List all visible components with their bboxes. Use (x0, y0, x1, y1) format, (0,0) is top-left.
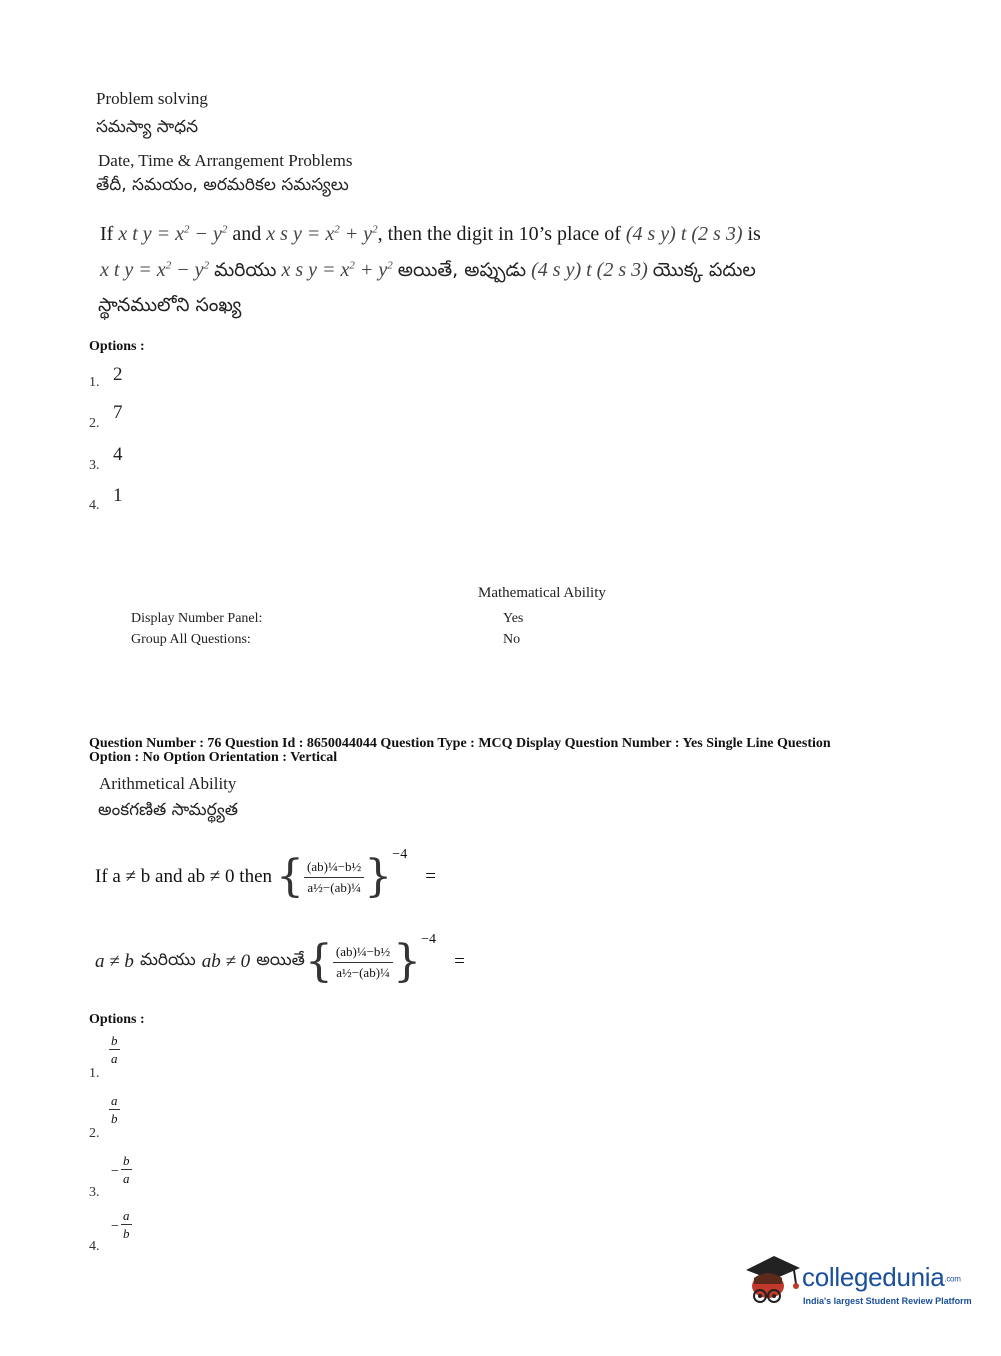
q76-question-te: a ≠ b మరియు ab ≠ 0 అయితే { $\frac{\text{(ab)¼−b½}}{\text{a½−(ab)¼}}$ } −4 = (95, 932, 465, 987)
q75-subject-te: సమస్యా సాధన (96, 117, 199, 137)
q76-subject-te: అంకగణిత సామర్థ్యత (98, 800, 238, 820)
group-all-questions-value: No (503, 632, 521, 647)
q75-topic-en: Date, Time & Arrangement Problems (98, 151, 353, 170)
logo-tagline: India's largest Student Review Platform (803, 1296, 972, 1306)
mascot-icon (742, 1248, 802, 1318)
q76-option-2[interactable]: 2. $\frac{a}{b}$ (89, 1093, 118, 1141)
q75-subject-en: Problem solving (96, 89, 208, 108)
q76-question-en: If a ≠ b and ab ≠ 0 then { $\frac{\text{(ab)¼−b½}}{\text{a½−(ab)¼}}$ } −4 = (95, 847, 436, 902)
q75-topic-te: తేదీ, సమయం, అరమరికల సమస్యలు (96, 175, 349, 195)
q75-question-te: x t $y = x^2 - y^2$ మరియు x s $y = x^2 + y^2$ అయితే, అప్పుడు (4 s y) t (2 s 3) యొక్క పదుల (100, 259, 756, 281)
logo-suffix: .com (944, 1274, 961, 1284)
display-number-panel-value: Yes (503, 611, 524, 626)
q76-subject-en: Arithmetical Ability (99, 774, 237, 793)
group-all-questions-label: Group All Questions: (131, 632, 251, 647)
section-name: Mathematical Ability (478, 585, 606, 601)
collegedunia-logo[interactable] (742, 1248, 972, 1318)
q75-question-en: If x t $y = x^2 - y^2$ and x s $y = x^2 + y^2$, then the digit in 10’s place of (4 s y) t (2 s 3) is (100, 223, 761, 245)
q76-options-label: Options : (89, 1012, 145, 1027)
q76-fraction: $\frac{\text{(ab)¼−b½}}{\text{a½−(ab)¼}}$ (304, 859, 364, 896)
q76-option-3[interactable]: 3. − $\frac{b}{a}$ (89, 1153, 130, 1200)
q75-options-label: Options : (89, 339, 145, 354)
q76-option-4[interactable]: 4. − $\frac{a}{b}$ (89, 1208, 130, 1254)
display-number-panel-label: Display Number Panel: (131, 611, 263, 626)
q76-meta-line1: Question Number : 76 Question Id : 8650044044 Question Type : MCQ Display Question Number : Yes Single Line Question (89, 736, 831, 751)
q75-question-te-line2: స్థానములోని సంఖ్య (98, 294, 242, 316)
q76-meta-line2: Option : No Option Orientation : Vertical (89, 750, 338, 765)
logo-brand: collegedunia (802, 1262, 945, 1292)
q76-option-1[interactable]: 1. $\frac{b}{a}$ (89, 1033, 118, 1081)
